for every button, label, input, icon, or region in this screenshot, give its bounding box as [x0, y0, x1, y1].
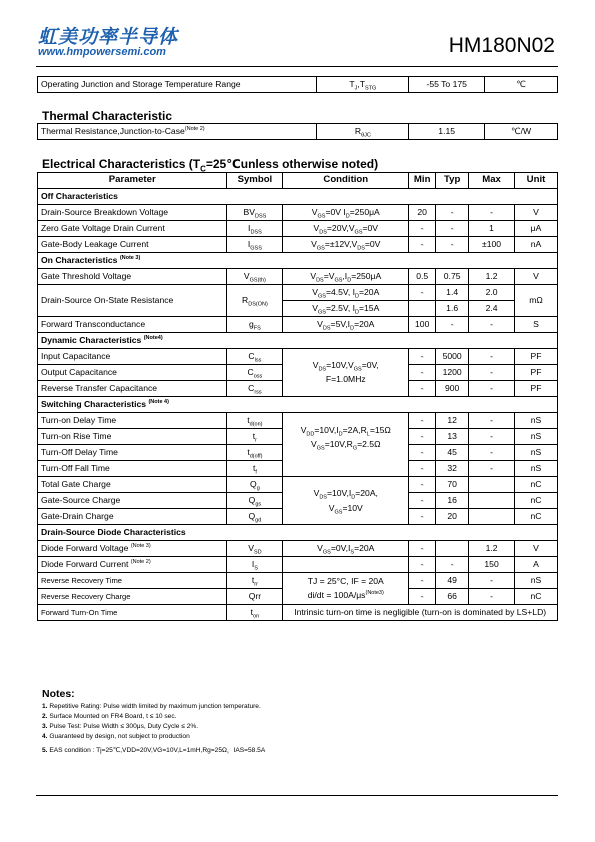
typ-cell: -: [436, 205, 469, 221]
symbol-cell: $I_{DSS}$: [227, 221, 283, 237]
symbol-cell: $Q_g$: [227, 477, 283, 493]
table-row: [38, 269, 558, 285]
min-cell: -: [409, 589, 436, 605]
note-item: 2. Surface Mounted on FR4 Board, t ≤ 10 sec.: [42, 713, 177, 720]
typ-cell: 16: [436, 493, 469, 509]
temperature-table: [37, 76, 558, 93]
typ-cell: 5000: [436, 349, 469, 365]
note-item: 4. Guaranteed by design, not subject to production: [42, 733, 190, 740]
max-cell: 1: [469, 221, 515, 237]
symbol-cell: $g_{FS}$: [227, 317, 283, 333]
min-cell: -: [409, 557, 436, 573]
section-dynamic: Dynamic Characteristics $^{(Note4)}$: [38, 333, 558, 349]
symbol-cell: $t_{d(on)}$: [227, 413, 283, 429]
table-row: [38, 605, 558, 621]
min-cell: -: [409, 445, 436, 461]
max-cell: -: [469, 317, 515, 333]
table-row: [38, 317, 558, 333]
typ-cell: 49: [436, 573, 469, 589]
max-cell: -: [469, 461, 515, 477]
thermal-title: Thermal Characteristic: [42, 109, 173, 123]
symbol-cell: $t_f$: [227, 461, 283, 477]
symbol-cell: Qrr: [227, 589, 283, 605]
param-cell: Operating Junction and Storage Temperature Range: [38, 77, 317, 93]
typ-cell: 12: [436, 413, 469, 429]
max-cell: 1.2: [469, 541, 515, 557]
note-item: 5. EAS condition : Tj=25℃,VDD=20V,VG=10V,L=1mH,Rg=25Ω，IAS=58.5A: [42, 747, 266, 754]
param-cell: Diode Forward Voltage $^{(Note 3)}$: [38, 541, 227, 557]
max-cell: 1.2: [469, 269, 515, 285]
min-cell: -: [409, 381, 436, 397]
max-cell: -: [469, 349, 515, 365]
table-row: [38, 557, 558, 573]
table-row: [38, 573, 558, 589]
param-cell: Input Capacitance: [38, 349, 227, 365]
condition-cell: Intrinsic turn-on time is negligible (turn-on is dominated by LS+LD): [283, 605, 558, 621]
typ-cell: 1.4: [436, 285, 469, 301]
table-row: [38, 477, 558, 493]
unit-cell: nA: [515, 237, 558, 253]
param-cell: Gate Threshold Voltage: [38, 269, 227, 285]
unit-cell: A: [515, 557, 558, 573]
unit-cell: PF: [515, 365, 558, 381]
condition-cell: $V_{GS}=0V$ $I_D=250\mu A$: [283, 205, 409, 221]
unit-cell: nC: [515, 589, 558, 605]
col-header-parameter: Parameter: [38, 173, 227, 189]
table-row: [38, 124, 558, 140]
unit-cell: V: [515, 269, 558, 285]
param-cell: Gate-Drain Charge: [38, 509, 227, 525]
typ-cell: 1200: [436, 365, 469, 381]
symbol-cell: $I_{GSS}$: [227, 237, 283, 253]
param-cell: Diode Forward Current $^{(Note 2)}$: [38, 557, 227, 573]
symbol-cell: $C_{rss}$: [227, 381, 283, 397]
param-cell: Forward Transconductance: [38, 317, 227, 333]
section-row: [38, 525, 558, 541]
unit-cell: nS: [515, 461, 558, 477]
symbol-cell: $Q_{gd}$: [227, 509, 283, 525]
unit-cell: PF: [515, 381, 558, 397]
min-cell: -: [409, 461, 436, 477]
col-header-condition: Condition: [283, 173, 409, 189]
unit-cell: nS: [515, 445, 558, 461]
max-cell: -: [469, 205, 515, 221]
condition-cell: $V_{GS}=2.5V$, $I_D=15A$: [283, 301, 409, 317]
table-row: [38, 205, 558, 221]
min-cell: -: [409, 477, 436, 493]
unit-cell: V: [515, 205, 558, 221]
max-cell: -: [469, 381, 515, 397]
min-cell: 20: [409, 205, 436, 221]
section-row: [38, 397, 558, 413]
condition-cell: [283, 557, 409, 573]
notes-title: Notes:: [42, 688, 75, 700]
typ-cell: 45: [436, 445, 469, 461]
param-cell: Drain-Source Breakdown Voltage: [38, 205, 227, 221]
typ-cell: 32: [436, 461, 469, 477]
min-cell: -: [409, 285, 436, 301]
max-cell: [469, 477, 515, 493]
param-cell: Reverse Recovery Charge: [38, 589, 227, 605]
min-cell: [409, 301, 436, 317]
condition-cell: $V_{GS}=0V,I_S=20A$: [283, 541, 409, 557]
unit-cell: mΩ: [515, 285, 558, 317]
typ-cell: -: [436, 557, 469, 573]
param-cell: Gate-Source Charge: [38, 493, 227, 509]
param-cell: Turn-on Delay Time: [38, 413, 227, 429]
table-row: [38, 221, 558, 237]
symbol-cell: $C_{oss}$: [227, 365, 283, 381]
param-cell: Turn-Off Fall Time: [38, 461, 227, 477]
typ-cell: 20: [436, 509, 469, 525]
section-row: [38, 333, 558, 349]
section-diode: Drain-Source Diode Characteristics: [38, 525, 558, 541]
unit-cell: nS: [515, 573, 558, 589]
unit-cell: ℃/W: [485, 124, 558, 140]
condition-cell: $V_{DS}=V_{GS},I_D=250\mu A$: [283, 269, 409, 285]
min-cell: 100: [409, 317, 436, 333]
company-website[interactable]: www.hmpowersemi.com: [38, 46, 166, 58]
condition-cell: TJ = 25°C, IF = 20A $di/dt = 100A/\mu s^{(Note3)}$: [283, 573, 409, 605]
value-cell: -55 To 175: [409, 77, 485, 93]
symbol-cell: $BV_{DSS}$: [227, 205, 283, 221]
max-cell: [469, 509, 515, 525]
param-cell: Gate-Body Leakage Current: [38, 237, 227, 253]
electrical-title: Electrical Characteristics ($T_C=25℃unless$ otherwise noted): [42, 157, 379, 174]
unit-cell: PF: [515, 349, 558, 365]
electrical-table: [37, 172, 558, 621]
table-row: [38, 413, 558, 429]
min-cell: -: [409, 509, 436, 525]
param-cell: Reverse Transfer Capacitance: [38, 381, 227, 397]
symbol-cell: $V_{SD}$: [227, 541, 283, 557]
footer-divider: [36, 795, 558, 796]
condition-cell: $V_{DS}=20V,V_{GS}=0V$: [283, 221, 409, 237]
min-cell: 0.5: [409, 269, 436, 285]
min-cell: -: [409, 349, 436, 365]
section-row: [38, 253, 558, 269]
table-row: [38, 541, 558, 557]
min-cell: -: [409, 429, 436, 445]
typ-cell: [436, 541, 469, 557]
max-cell: -: [469, 573, 515, 589]
col-header-typ: Typ: [436, 173, 469, 189]
min-cell: -: [409, 413, 436, 429]
unit-cell: nS: [515, 413, 558, 429]
condition-cell: $V_{GS}=4.5V$, $I_D=20A$: [283, 285, 409, 301]
symbol-cell: $Q_{gs}$: [227, 493, 283, 509]
note-item: 1. Repetitive Rating: Pulse width limited by maximum junction temperature.: [42, 703, 261, 710]
typ-cell: -: [436, 221, 469, 237]
unit-cell: nS: [515, 429, 558, 445]
min-cell: -: [409, 541, 436, 557]
max-cell: -: [469, 413, 515, 429]
max-cell: [469, 493, 515, 509]
param-cell: Output Capacitance: [38, 365, 227, 381]
unit-cell: ℃: [485, 77, 558, 93]
section-switching: Switching Characteristics $^{(Note 4)}$: [38, 397, 558, 413]
symbol-cell: $t_{on}$: [227, 605, 283, 621]
unit-cell: nC: [515, 509, 558, 525]
max-cell: 2.4: [469, 301, 515, 317]
typ-cell: -: [436, 237, 469, 253]
param-cell: Turn-on Rise Time: [38, 429, 227, 445]
unit-cell: nC: [515, 477, 558, 493]
section-on: On Characteristics $^{(Note 3)}$: [38, 253, 558, 269]
company-logo-chinese: 虹美功率半导体: [38, 26, 179, 48]
condition-cell: $V_{GS}=\pm 12V,V_{DS}=0V$: [283, 237, 409, 253]
param-cell: Turn-Off Delay Time: [38, 445, 227, 461]
symbol-cell: $t_{rr}$: [227, 573, 283, 589]
max-cell: -: [469, 429, 515, 445]
typ-cell: 13: [436, 429, 469, 445]
table-row: [38, 237, 558, 253]
typ-cell: 66: [436, 589, 469, 605]
col-header-symbol: Symbol: [227, 173, 283, 189]
typ-cell: -: [436, 317, 469, 333]
col-header-unit: Unit: [515, 173, 558, 189]
thermal-table: [37, 123, 558, 140]
header-divider: [36, 66, 558, 67]
table-row: [38, 285, 558, 301]
param-cell: Total Gate Charge: [38, 477, 227, 493]
symbol-cell: $V_{GS(th)}$: [227, 269, 283, 285]
min-cell: -: [409, 493, 436, 509]
symbol-cell: $I_S$: [227, 557, 283, 573]
symbol-cell: $T_J,T_{STG}$: [317, 77, 409, 93]
symbol-cell: $t_{d(off)}$: [227, 445, 283, 461]
typ-cell: 900: [436, 381, 469, 397]
col-header-max: Max: [469, 173, 515, 189]
param-cell: Zero Gate Voltage Drain Current: [38, 221, 227, 237]
unit-cell: nC: [515, 493, 558, 509]
unit-cell: S: [515, 317, 558, 333]
min-cell: -: [409, 365, 436, 381]
param-cell: Reverse Recovery Time: [38, 573, 227, 589]
min-cell: -: [409, 237, 436, 253]
typ-cell: 70: [436, 477, 469, 493]
value-cell: 1.15: [409, 124, 485, 140]
param-cell: Thermal Resistance,Junction-to-Case$^{(Note 2)}$: [38, 124, 317, 140]
table-row: [38, 77, 558, 93]
max-cell: 150: [469, 557, 515, 573]
unit-cell: V: [515, 541, 558, 557]
col-header-min: Min: [409, 173, 436, 189]
symbol-cell: $t_r$: [227, 429, 283, 445]
min-cell: -: [409, 221, 436, 237]
condition-cell: $V_{DS}=5V,I_D=20A$: [283, 317, 409, 333]
max-cell: ±100: [469, 237, 515, 253]
part-number: HM180N02: [448, 34, 555, 57]
condition-cell: $V_{DD}=10V,I_D=2A,R_L=15\Omega$ $V_{GS}=10V,R_G=2.5\Omega$: [283, 413, 409, 477]
unit-cell: μA: [515, 221, 558, 237]
note-item: 3. Pulse Test: Pulse Width ≤ 300μs, Duty Cycle ≤ 2%.: [42, 723, 199, 730]
max-cell: -: [469, 589, 515, 605]
condition-cell: $V_{DS}=10V,I_D=20A$, $V_{GS}=10V$: [283, 477, 409, 525]
max-cell: -: [469, 365, 515, 381]
typ-cell: 0.75: [436, 269, 469, 285]
symbol-cell: $C_{lss}$: [227, 349, 283, 365]
condition-cell: $V_{DS}=10V,V_{GS}=0V$, F=1.0MHz: [283, 349, 409, 397]
max-cell: -: [469, 445, 515, 461]
param-cell: Forward Turn-On Time: [38, 605, 227, 621]
min-cell: -: [409, 573, 436, 589]
symbol-cell: $R_{DS(ON)}$: [227, 285, 283, 317]
max-cell: 2.0: [469, 285, 515, 301]
header-row: [38, 173, 558, 189]
typ-cell: 1.6: [436, 301, 469, 317]
section-row: [38, 189, 558, 205]
symbol-cell: $R_{\theta JC}$: [317, 124, 409, 140]
section-off: Off Characteristics: [38, 189, 558, 205]
param-cell: Drain-Source On-State Resistance: [38, 285, 227, 317]
table-row: [38, 349, 558, 365]
